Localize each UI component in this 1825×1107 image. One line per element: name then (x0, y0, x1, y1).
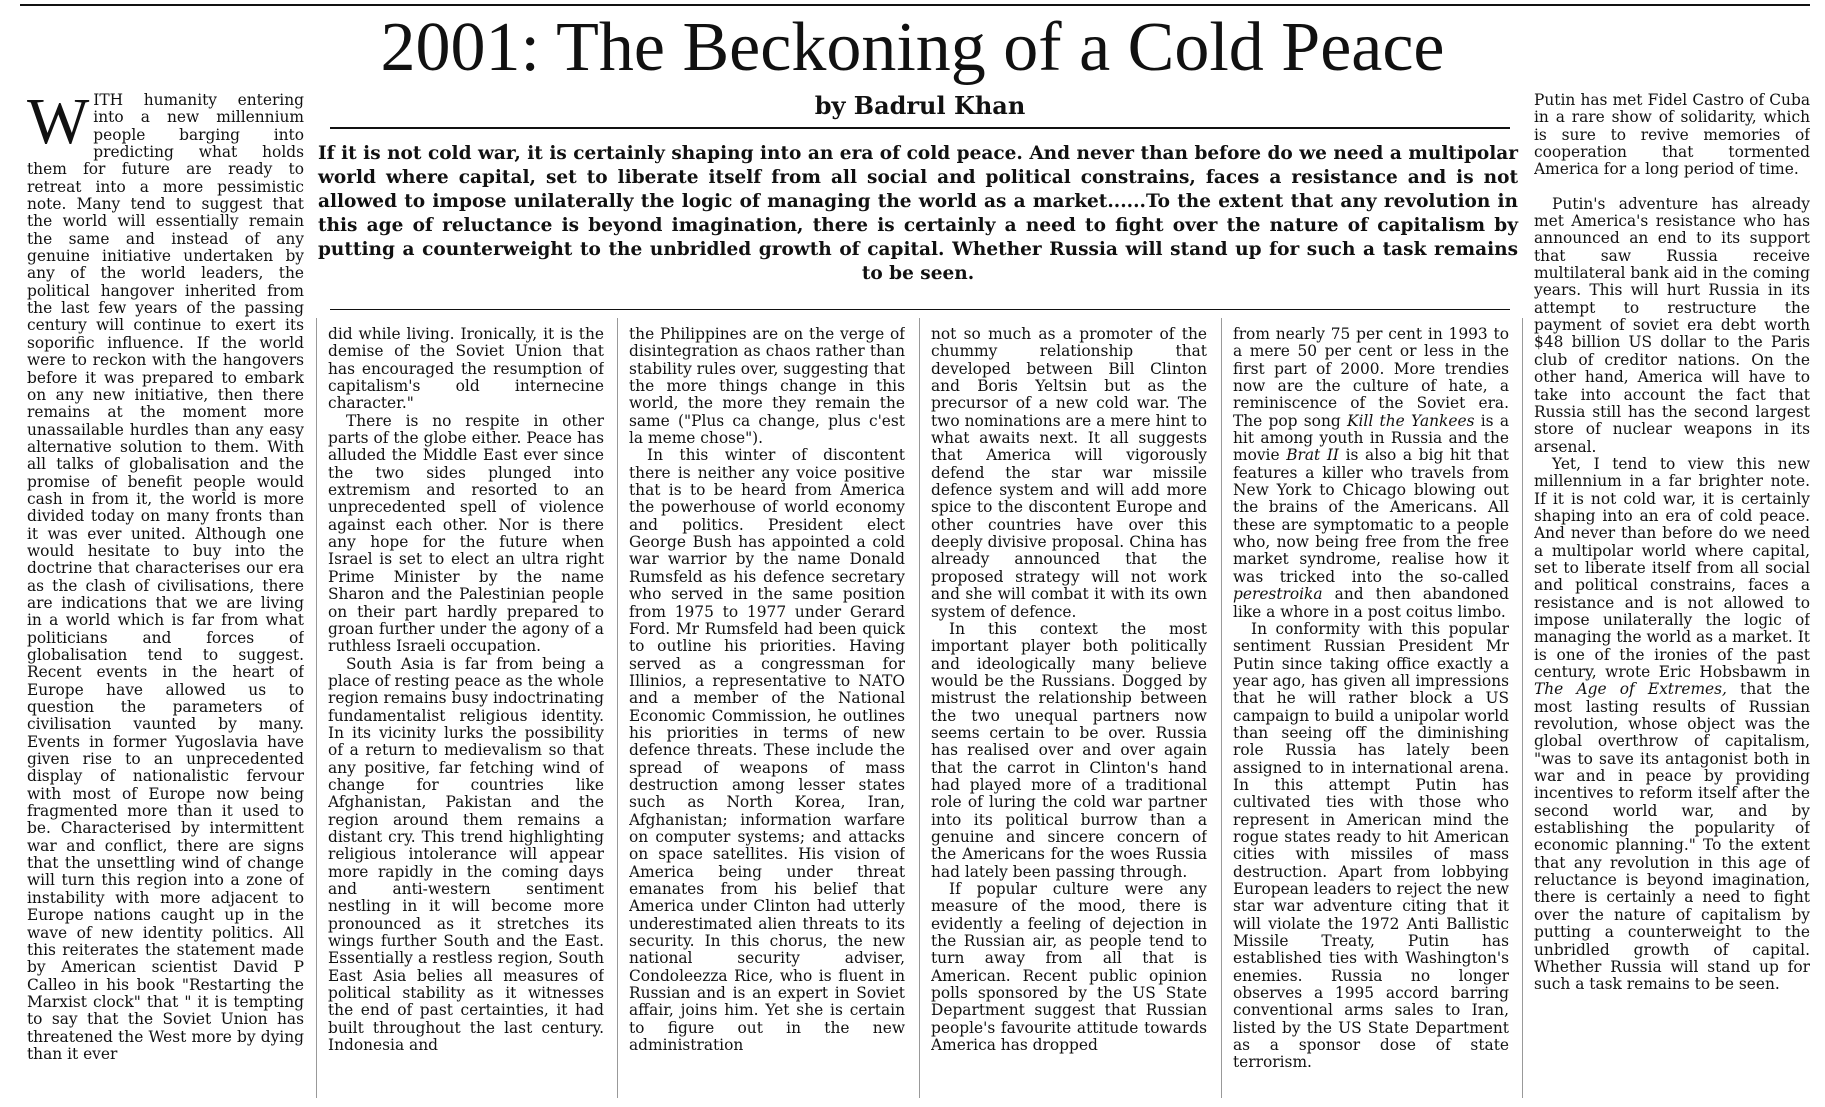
paragraph-text: ITH humanity entering into a new millennium people barging into predicting what holds them for future are ready to retreat into a more pessimistic note. Many tend to suggest that the world will essentially remain the same and instead of any genuine initiative undertaken by any of the world leaders, the political hangover inherited from the last few years of the passing century will continue to exert its soporific influence. If the world were to reckon with the hangovers before it was prepared to embark on any new initiative, then there remains at the moment more unassailable hurdles than any easy alternative solution to them. With all talks of globalisation and the promise of benefit people would cash in from it, the world is more divided today on many fronts than it was ever united. Although one would hesitate to buy into the doctrine that characterises our era as the clash of civilisations, there are indications that we are living in a world which is far from what politicians and forces of globalisation tend to suggest. Recent events in the heart of Europe have allowed us to question the parameters of civilisation vaunted by many. Events in former Yugoslavia have given rise to an unprecedented display of nationalistic fervour with most of Europe now being fragmented more than it used to be. Characterised by intermittent war and conflict, there are signs that the unsettling wind of change will turn this region into a zone of instability with more adjacent to Europe nations caught up in the wave of new identity politics. All this reiterates the statement made by American scientist David P Calleo in his book "Restarting the Marxist clock" that " it is tempting to say that the Soviet Union has threatened the West more by dying than it ever (27, 92, 304, 1063)
column-divider (1522, 318, 1523, 1098)
paragraph: the Philippines are on the verge of disintegration as chaos rather than stability rules over, suggesting that the more things change in this world, the more they remain the same ("Plus ca change, plus c'est la meme chose"). (629, 326, 905, 448)
paragraph: not so much as a promoter of the chummy relationship that developed between Bill Clinton and Boris Yeltsin but as the precursor of a new cold war. The two nominations are a mere hint to what awaits next. It all suggests that America will vigorously defend the star war missile defence system and will add more spice to the discontent Europe and other countries have over this deeply divisive proposal. China has already announced that the proposed strategy will not work and she will combat it with its own system of defence. (931, 326, 1207, 621)
column-divider (617, 318, 618, 1098)
standfirst-top-rule (330, 127, 1510, 129)
paragraph: In this context the most important player both politically and ideologically many believe would be the Russians. Dogged by mistrust the relationship between the two unequal partners now seems certain to be over. Russia has realised over and over again that the carrot in Clinton's hand had played more of a traditional role of luring the cold war partner into its political burrow than a genuine and sincere concern of the Americans for the woes Russia had lately been passing through. (931, 619, 1207, 881)
article-column-5 (1233, 326, 1509, 1102)
paragraph: did while living. Ironically, it is the demise of the Soviet Union that has encouraged the resumption of capitalism's old internecine character." (328, 326, 604, 413)
standfirst-bottom-rule (330, 309, 1510, 310)
article-column-6 (1534, 92, 1810, 1102)
text-run: that the most lasting results of Russian revolution, whose object was the global overthrow of capitalism, "was to save its antagonist both in war and in peace by providing incentives to reform itself after the second world war, and by establishing the popularity of economic planning." To the extent that any revolution in this age of reluctance is beyond imagination, there is certainly a need to fight over the nature of capitalism by putting a counterweight to the unbridled growth of capital. Whether Russia will stand up for such a task remains to be seen. (1534, 680, 1810, 994)
article-column-4 (931, 326, 1207, 1102)
paragraph (1534, 456, 1810, 994)
paragraph: There is no respite in other parts of the globe either. Peace has alluded the Middle East ever since the two sides plunged into extremism and resorted to an unprecedented spell of violence against each other. Nor is there any hope for the future when Israel is set to elect an ultra right Prime Minister by the name Sharon and the Palestinian people on their part hardly prepared to groan further under the agony of a ruthless Israeli occupation. (328, 411, 604, 656)
paragraph: Putin's adventure has already met America's resistance who has announced an end to its support that saw Russia receive multilateral bank aid in the coming years. This will hurt Russia in its attempt to restructure the payment of soviet era debt worth $48 billion US dollar to the Paris club of creditor nations. On the other hand, America will have to take into account the fact that Russia still has the second largest store of nuclear weapons in its arsenal. (1534, 194, 1810, 456)
article-column-1 (27, 92, 304, 1102)
headline: 2001: The Beckoning of a Cold Peace (380, 9, 1445, 86)
paragraph: Putin has met Fidel Castro of Cuba in a rare show of solidarity, which is sure to revive memories of cooperation that tormented America for a long period of time. (1534, 92, 1810, 179)
italic-term: perestroika (1233, 585, 1323, 604)
paragraph (1233, 326, 1509, 621)
standfirst: If it is not cold war, it is certainly shaping into an era of cold peace. And never than before do we need a multipolar world where capital, set to liberate itself from all social and political constrains, faces a resistance and is not allowed to impose unilaterally the logic of managing the world as a market......To the extent that any revolution in this age of reluctance is beyond imagination, there is certainly a need to fight over the nature of capitalism by putting a counterweight to the unbridled growth of capital. Whether Russia will stand up for such a task remains to be seen. (318, 143, 1518, 284)
text-run: is a hit among youth in Russia and the movie (1233, 411, 1509, 465)
movie-title: Brat II (1286, 446, 1339, 465)
article-column-2 (328, 326, 604, 1102)
paragraph: If popular culture were any measure of the mood, there is evidently a feeling of dejection in the Russian air, as people tend to turn away from all that is American. Recent public opinion polls sponsored by the US State Department suggest that Russian people's favourite attitude towards America has dropped (931, 880, 1207, 1055)
column-divider (1221, 318, 1222, 1098)
column-divider (316, 318, 317, 1098)
paragraph (27, 92, 304, 1063)
text-run: is also a big hit that features a killer who travels from New York to Chicago blowing out the brains of the Americans. All these are symptomatic to a people who, now being free from the free market syndrome, realise how it was tricked into the so-called (1233, 446, 1509, 586)
text-run: from nearly 75 per cent in 1993 to a mere 50 per cent or less in the first part of 2000. More trendies now are the culture of hate, a reminiscence of the Soviet era. The pop song (1233, 326, 1509, 430)
book-title: The Age of Extremes, (1534, 680, 1727, 699)
column-divider (919, 318, 920, 1098)
song-title: Kill the Yankees (1346, 411, 1475, 430)
drop-cap: W (27, 92, 90, 158)
text-run: and then abandoned like a whore in a post coitus limbo. (1233, 585, 1509, 621)
byline: by Badrul Khan (814, 91, 1026, 120)
article-column-3 (629, 326, 905, 1102)
paragraph: South Asia is far from being a place of resting peace as the whole region remains busy indoctrinating fundamentalist religious identity. In its vicinity lurks the possibility of a return to medievalism so that any positive, far fetching wind of change for countries like Afghanistan, Pakistan and the region around them remains a distant cry. This trend highlighting religious intolerance will appear more rapidly in the coming days and anti-western sentiment nestling in it will become more pronounced as it stretches its wings further South and the East. Essentially a restless region, South East Asia belies all measures of political stability as it witnesses the end of past certainties, it had built throughout the last century. Indonesia and (328, 654, 604, 1055)
text-run: Yet, I tend to view this new millennium in a far brighter note. If it is not cold war, it is certainly shaping into an era of cold peace. And never than before do we need a multipolar world where capital, set to liberate itself from all social and political constrains, faces a resistance and is not allowed to impose unilaterally the logic of managing the world as a market. It is one of the ironies of the past century, wrote Eric Hobsbawm in (1534, 454, 1810, 681)
paragraph: In conformity with this popular sentiment Russian President Mr Putin since taking office exactly a year ago, has given all impressions that he will rather block a US campaign to build a unipolar world than seeing off the diminishing role Russia has lately been assigned to in international arena. In this attempt Putin has cultivated ties with those who represent in American mind the rogue states ready to hit American cities with missiles of mass destruction. Apart from lobbying European leaders to reject the new star war adventure citing that it will violate the 1972 Anti Ballistic Missile Treaty, Putin has established ties with Washington's enemies. Russia no longer observes a 1995 accord barring conventional arms sales to Iran, listed by the US State Department as a sponsor dose of state terrorism. (1233, 619, 1509, 1072)
paragraph: In this winter of discontent there is neither any voice positive that is to be heard from America the powerhouse of world economy and politics. President elect George Bush has appointed a cold war warrior by the name Donald Rumsfeld as his defence secretary who served in the same position from 1975 to 1977 under Gerard Ford. Mr Rumsfeld had been quick to outline his priorities. Having served as a congressman for Illinios, a representative to NATO and a member of the National Economic Commission, he outlines his priorities in terms of new defence threats. These include the spread of weapons of mass destruction among lesser states such as North Korea, Iran, Afghanistan; information warfare on computer systems; and attacks on space satellites. His vision of America being under threat emanates from his belief that America under Clinton had utterly underestimated alien threats to its security. In this chorus, the new national security adviser, Condoleezza Rice, who is fluent in Russian and is an expert in Soviet affair, joins him. Yet she is certain to figure out in the new administration (629, 446, 905, 1055)
